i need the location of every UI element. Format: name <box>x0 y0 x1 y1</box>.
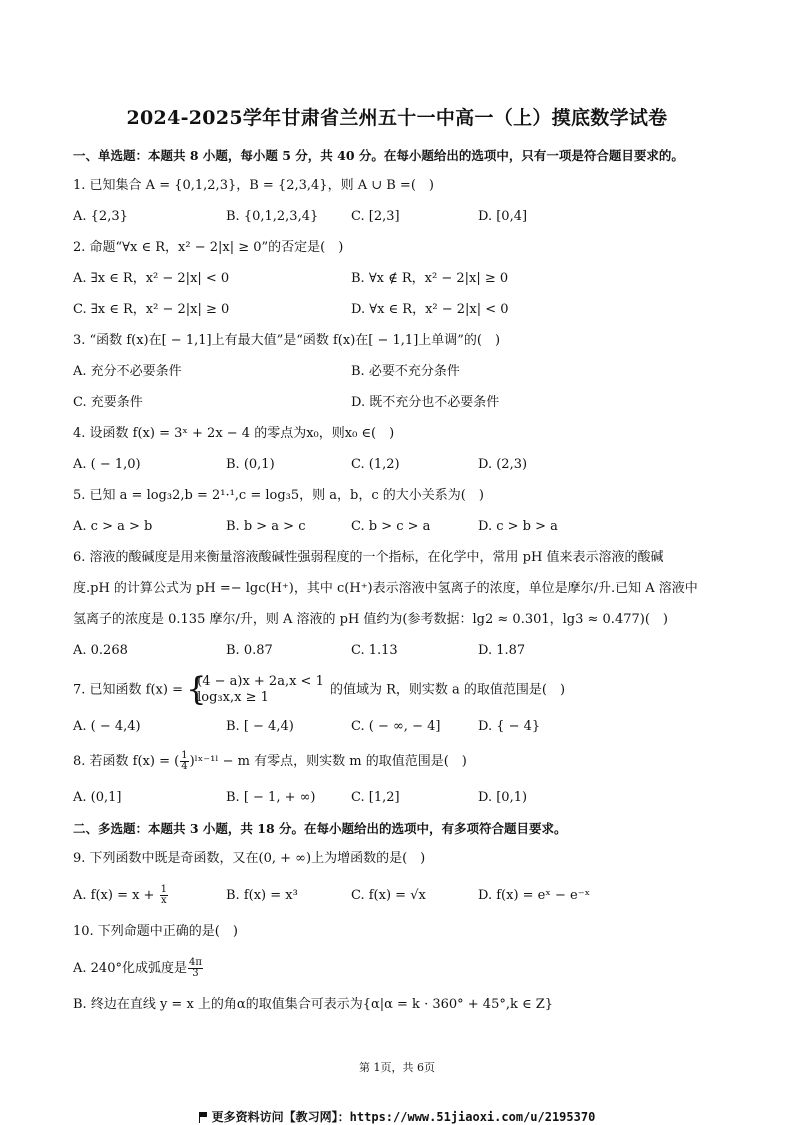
section-heading-single-choice: 一、单选题：本题共 8 小题，每小题 5 分，共 40 分。在每小题给出的选项中，只有一项是符合题目要求的。 <box>73 148 684 163</box>
fraction-denominator: 3 <box>192 968 199 979</box>
question-6-option-a: A. 0.268 <box>73 643 128 658</box>
question-3-option-b: B. 必要不充分条件 <box>351 364 460 379</box>
question-6-stem-line-1: 6. 溶液的酸碱度是用来衡量溶液酸碱性强弱程度的一个指标，在化学中，常用 pH 值来表示溶液的酸碱 <box>73 550 664 565</box>
question-3-option-a: A. 充分不必要条件 <box>73 364 182 379</box>
question-5-option-b: B. b > a > c <box>226 519 306 534</box>
question-2-option-a: A. ∃x ∈ R，x² − 2|x| < 0 <box>73 271 230 286</box>
question-9-option-b: B. f(x) = x³ <box>226 888 298 903</box>
fraction-numerator: 1 <box>160 884 167 895</box>
question-9-option-a <box>73 884 169 908</box>
question-2-option-c: C. ∃x ∈ R，x² − 2|x| ≥ 0 <box>73 302 230 317</box>
question-6-stem-line-2: 度.pH 的计算公式为 pH =− lgc(H⁺)，其中 c(H⁺)表示溶液中氢离子的浓度，单位是摩尔/升.已知 A 溶液中 <box>73 581 698 596</box>
question-10-option-a <box>73 957 204 981</box>
question-9-option-c: C. f(x) = √x <box>351 888 426 903</box>
question-1-option-d: D. [0,4] <box>478 209 528 224</box>
question-4-option-b: B. (0,1) <box>226 457 275 472</box>
question-8-option-d: D. [0,1) <box>478 790 528 805</box>
question-10-option-b: B. 终边在直线 y = x 上的角α的取值集合可表示为{α|α = k · 360° + 45°,k ∈ Z} <box>73 997 554 1012</box>
question-7-option-b: B. [ − 4,4) <box>226 719 294 734</box>
piecewise-case-2: log₃x,x ≥ 1 <box>197 690 269 705</box>
question-8-stem-suffix: )ˡˣ⁻¹ˡ − m 有零点，则实数 m 的取值范围是( ) <box>189 754 467 769</box>
question-9-option-a-text: A. f(x) = x + <box>73 888 155 903</box>
question-2-option-d: D. ∀x ∈ R，x² − 2|x| < 0 <box>351 302 509 317</box>
question-2-stem: 2. 命题“∀x ∈ R，x² − 2|x| ≥ 0”的否定是( ) <box>73 240 344 255</box>
question-8-option-b: B. [ − 1, + ∞) <box>226 790 316 805</box>
question-10-option-a-text: A. 240°化成弧度是 <box>73 961 187 976</box>
question-8-stem <box>73 750 753 774</box>
question-5-option-a: A. c > a > b <box>73 519 153 534</box>
question-9-option-d: D. f(x) = eˣ − e⁻ˣ <box>478 888 591 903</box>
question-7-stem <box>73 674 753 707</box>
question-7-option-d: D. { − 4} <box>478 719 541 734</box>
question-6-stem-line-3: 氢离子的浓度是 0.135 摩尔/升，则 A 溶液的 pH 值约为(参考数据：lg2 ≈ 0.301，lg3 ≈ 0.477)( ) <box>73 612 668 627</box>
fraction-one-over-x <box>160 885 168 906</box>
question-7-stem-prefix: 7. 已知函数 f(x) = <box>73 682 183 698</box>
page-number: 第 1页，共 6页 <box>359 1061 435 1074</box>
fraction-numerator: 4π <box>188 957 202 968</box>
question-5-option-c: C. b > c > a <box>351 519 431 534</box>
question-6-option-d: D. 1.87 <box>478 643 526 658</box>
question-7-option-a: A. ( − 4,4) <box>73 719 141 734</box>
question-8-option-a: A. (0,1] <box>73 790 122 805</box>
fraction-numerator: 1 <box>181 750 188 761</box>
piecewise-function <box>187 674 324 706</box>
section-heading-multiple-choice: 二、多选题：本题共 3 小题，共 18 分。在每小题给出的选项中，有多项符合题目要求。 <box>73 821 567 836</box>
question-7-option-c: C. ( − ∞, − 4] <box>351 719 441 734</box>
question-9-stem: 9. 下列函数中既是奇函数，又在(0, + ∞)上为增函数的是( ) <box>73 851 426 866</box>
question-1-option-c: C. [2,3] <box>351 209 400 224</box>
fraction-denominator: 4 <box>181 761 188 772</box>
question-4-option-c: C. (1,2) <box>351 457 400 472</box>
watermark-link[interactable] <box>0 1108 794 1125</box>
fraction-one-quarter <box>180 751 188 772</box>
fraction-four-pi-over-three <box>188 958 203 979</box>
question-10-stem: 10. 下列命题中正确的是( ) <box>73 924 238 939</box>
question-7-stem-suffix: 的值域为 R，则实数 a 的取值范围是( ) <box>330 682 566 698</box>
question-5-stem: 5. 已知 a = log₃2,b = 2¹·¹,c = log₃5，则 a，b，c 的大小关系为( ) <box>73 488 484 503</box>
question-3-option-c: C. 充要条件 <box>73 395 143 410</box>
question-4-option-a: A. ( − 1,0) <box>73 457 141 472</box>
watermark-text[interactable]: 更多资料访问【教习网】：https://www.51jiaoxi.com/u/2195370 <box>211 1110 596 1124</box>
question-3-option-d: D. 既不充分也不必要条件 <box>351 395 500 410</box>
question-4-option-d: D. (2,3) <box>478 457 528 472</box>
page-title: 2024-2025学年甘肃省兰州五十一中高一（上）摸底数学试卷 <box>126 107 668 129</box>
piecewise-case-1: { (4 − a)x + 2a,x < 1 <box>197 674 324 689</box>
question-5-option-d: D. c > b > a <box>478 519 558 534</box>
question-3-stem: 3. “函数 f(x)在[ − 1,1]上有最大值”是“函数 f(x)在[ − 1,1]上单调”的( ) <box>73 333 501 348</box>
question-1-stem: 1. 已知集合 A = {0,1,2,3}，B = {2,3,4}，则 A ∪ B =( ) <box>73 178 434 193</box>
question-4-stem: 4. 设函数 f(x) = 3ˣ + 2x − 4 的零点为x₀，则x₀ ∈( ) <box>73 426 395 441</box>
question-8-option-c: C. [1,2] <box>351 790 400 805</box>
question-2-option-b: B. ∀x ∉ R，x² − 2|x| ≥ 0 <box>351 271 509 286</box>
flag-icon <box>199 1112 208 1121</box>
question-6-option-c: C. 1.13 <box>351 643 398 658</box>
fraction-denominator: x <box>160 895 167 906</box>
question-6-option-b: B. 0.87 <box>226 643 273 658</box>
question-8-stem-prefix: 8. 若函数 f(x) = ( <box>73 754 180 769</box>
question-1-option-a: A. {2,3} <box>73 209 128 224</box>
question-1-option-b: B. {0,1,2,3,4} <box>226 209 319 224</box>
